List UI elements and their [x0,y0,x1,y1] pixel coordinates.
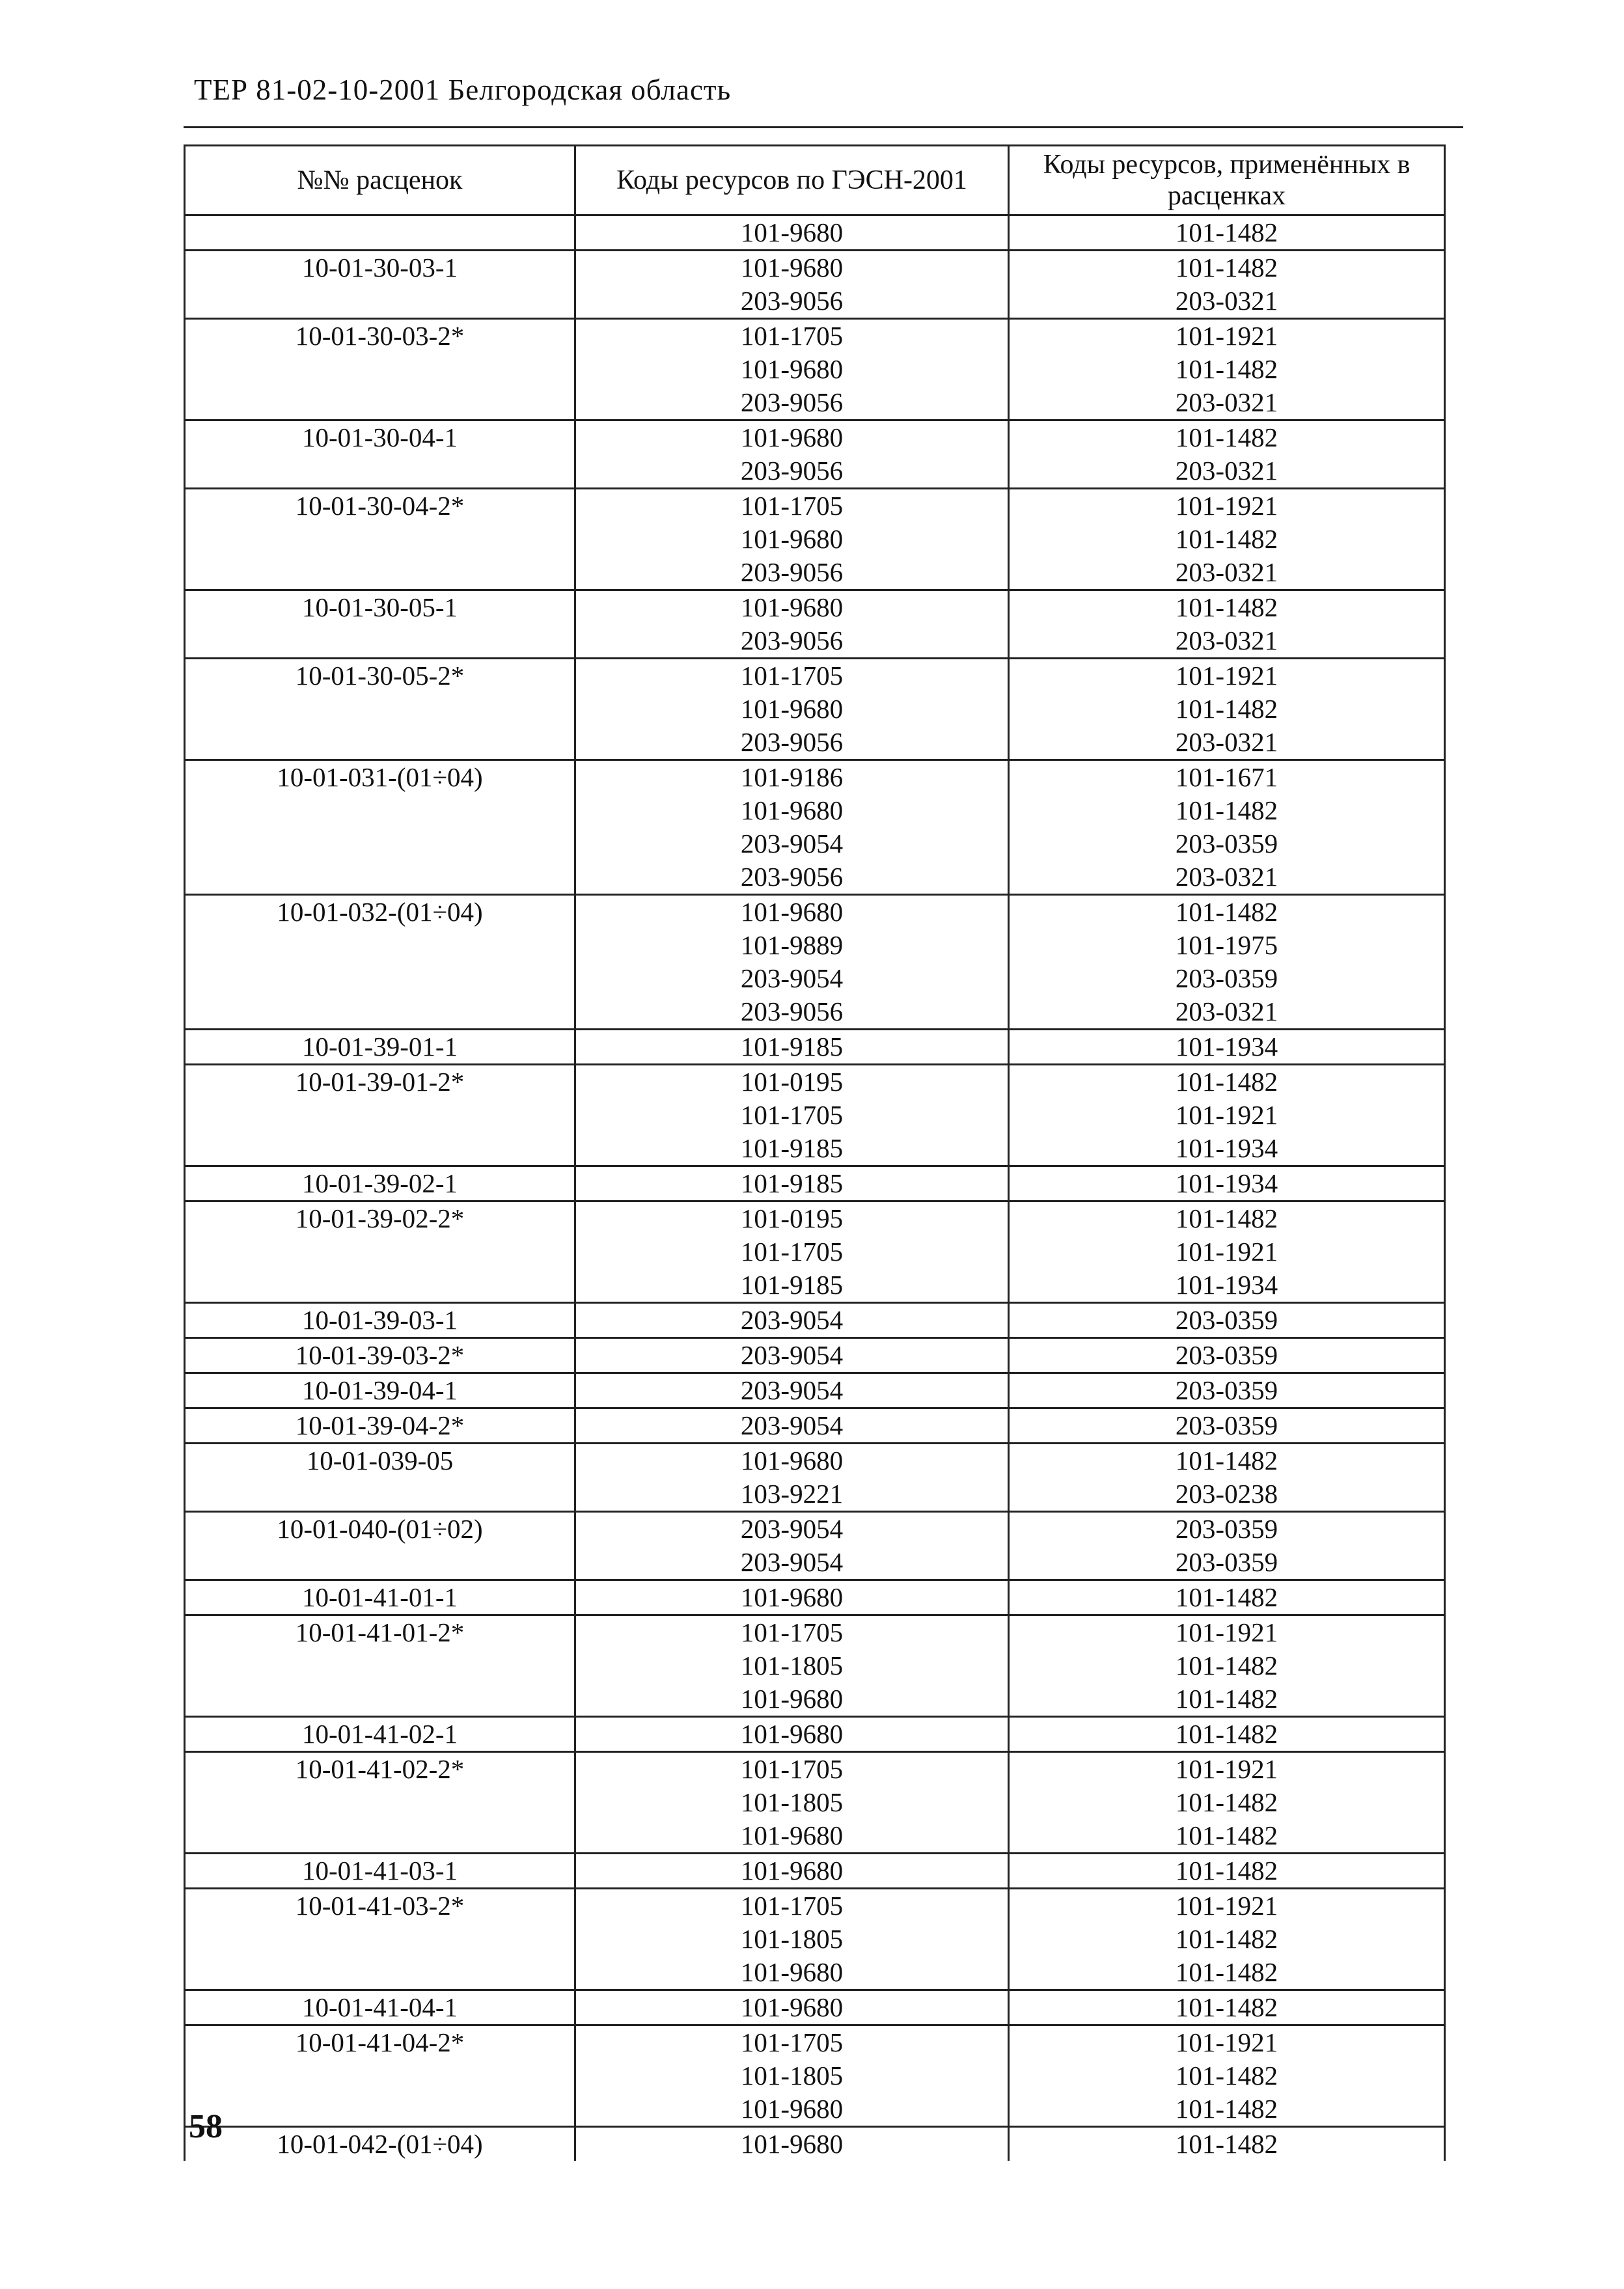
rate-number-cell: 10-01-042-(01÷04) [185,2127,575,2161]
applied-code-cell: 203-0321 [1009,556,1445,590]
table-row [185,1923,1445,1956]
applied-code-cell: 203-0359 [1009,827,1445,860]
gesn-code-cell: 101-1805 [575,1649,1009,1682]
table-row [185,1099,1445,1132]
applied-code-cell: 101-1482 [1009,895,1445,929]
rate-number-cell: 10-01-39-01-2* [185,1065,575,1099]
column-header-rate-numbers: №№ расценок [185,146,575,215]
rate-number-cell [185,523,575,556]
gesn-code-cell: 101-9680 [575,1682,1009,1717]
table-row [185,1166,1445,1201]
rate-number-cell [185,1268,575,1303]
applied-code-cell: 101-1482 [1009,1444,1445,1478]
table-row [185,827,1445,860]
table-row [185,1477,1445,1512]
gesn-code-cell: 203-9056 [575,386,1009,420]
gesn-code-cell: 203-9056 [575,454,1009,489]
table-row [185,353,1445,386]
rate-number-cell [185,794,575,827]
table-row [185,1615,1445,1650]
applied-code-cell: 101-1482 [1009,523,1445,556]
rate-number-cell [185,962,575,995]
gesn-code-cell: 203-9056 [575,284,1009,319]
table-row [185,726,1445,760]
table-row [185,995,1445,1030]
rate-number-cell [185,386,575,420]
gesn-code-cell: 203-9054 [575,1546,1009,1580]
gesn-code-cell: 101-9680 [575,692,1009,726]
table-row [185,1649,1445,1682]
applied-code-cell: 101-1934 [1009,1030,1445,1065]
applied-code-cell: 101-1482 [1009,1923,1445,1956]
gesn-code-cell: 101-9680 [575,215,1009,251]
rate-number-cell [185,1923,575,1956]
gesn-code-cell: 101-9680 [575,794,1009,827]
table-row [185,251,1445,285]
rate-number-cell [185,1546,575,1580]
rate-number-cell: 10-01-30-03-2* [185,319,575,353]
gesn-code-cell: 101-9680 [575,1990,1009,2025]
table-row [185,2127,1445,2161]
gesn-code-cell: 101-1705 [575,1099,1009,1132]
gesn-code-cell: 203-9056 [575,726,1009,760]
gesn-code-cell: 203-9056 [575,556,1009,590]
applied-code-cell: 101-1921 [1009,1615,1445,1650]
resource-codes-table-wrap [184,144,1444,2161]
gesn-code-cell: 101-1705 [575,319,1009,353]
applied-code-cell: 203-0321 [1009,386,1445,420]
applied-code-cell: 101-1482 [1009,1649,1445,1682]
gesn-code-cell: 101-9186 [575,760,1009,795]
rate-number-cell [185,860,575,895]
rate-number-cell: 10-01-30-05-2* [185,659,575,693]
gesn-code-cell: 203-9054 [575,1303,1009,1338]
table-row [185,760,1445,795]
page-header-title: ТЕР 81-02-10-2001 Белгородская область [194,74,732,106]
applied-code-cell: 101-1482 [1009,1717,1445,1752]
gesn-code-cell: 101-9680 [575,590,1009,625]
applied-code-cell: 203-0359 [1009,962,1445,995]
table-row [185,1268,1445,1303]
rate-number-cell: 10-01-41-03-1 [185,1854,575,1889]
rate-number-cell [185,1477,575,1512]
gesn-code-cell: 101-9185 [575,1268,1009,1303]
gesn-code-cell: 203-9056 [575,624,1009,659]
table-row [185,1512,1445,1546]
gesn-code-cell: 101-1705 [575,1235,1009,1268]
rate-number-cell: 10-01-039-05 [185,1444,575,1478]
rate-number-cell [185,1099,575,1132]
rate-number-cell [185,1956,575,1990]
column-header-gesn-codes: Коды ресурсов по ГЭСН-2001 [575,146,1009,215]
applied-code-cell: 101-1934 [1009,1166,1445,1201]
applied-code-cell: 101-1671 [1009,760,1445,795]
applied-code-cell: 101-1482 [1009,2059,1445,2092]
rate-number-cell [185,827,575,860]
table-row [185,284,1445,319]
rate-number-cell [185,353,575,386]
applied-code-cell: 101-1482 [1009,1990,1445,2025]
gesn-code-cell: 101-9680 [575,2127,1009,2161]
applied-code-cell: 101-1482 [1009,794,1445,827]
gesn-code-cell: 203-9054 [575,962,1009,995]
table-row [185,1235,1445,1268]
gesn-code-cell: 203-9054 [575,827,1009,860]
applied-code-cell: 203-0321 [1009,860,1445,895]
table-row [185,1373,1445,1408]
rate-number-cell [185,1786,575,1819]
table-row [185,1819,1445,1854]
table-row [185,1990,1445,2025]
table-row [185,590,1445,625]
gesn-code-cell: 101-0195 [575,1201,1009,1236]
table-header [185,146,1445,215]
gesn-code-cell: 101-9680 [575,1956,1009,1990]
applied-code-cell: 101-1482 [1009,1819,1445,1854]
rate-number-cell: 10-01-41-04-1 [185,1990,575,2025]
gesn-code-cell: 101-1705 [575,2025,1009,2060]
rate-number-cell: 10-01-39-02-2* [185,1201,575,1236]
gesn-code-cell: 101-9680 [575,1444,1009,1478]
rate-number-cell: 10-01-39-01-1 [185,1030,575,1065]
rate-number-cell [185,624,575,659]
applied-code-cell: 203-0359 [1009,1338,1445,1373]
applied-code-cell: 101-1482 [1009,1065,1445,1099]
rate-number-cell [185,726,575,760]
applied-code-cell: 203-0321 [1009,284,1445,319]
table-row [185,659,1445,693]
applied-code-cell: 101-1482 [1009,1956,1445,1990]
table-row [185,489,1445,523]
gesn-code-cell: 101-9680 [575,1854,1009,1889]
applied-code-cell: 101-1482 [1009,353,1445,386]
table-row [185,1682,1445,1717]
rate-number-cell: 10-01-39-04-1 [185,1373,575,1408]
applied-code-cell: 101-1934 [1009,1268,1445,1303]
table-row [185,1065,1445,1099]
gesn-code-cell: 101-9680 [575,895,1009,929]
rate-number-cell: 10-01-41-02-1 [185,1717,575,1752]
rate-number-cell: 10-01-39-03-1 [185,1303,575,1338]
applied-code-cell: 203-0321 [1009,454,1445,489]
table-header-row [185,146,1445,215]
table-body [185,215,1445,2161]
applied-code-cell: 101-1921 [1009,1235,1445,1268]
applied-code-cell: 101-1921 [1009,1099,1445,1132]
gesn-code-cell: 101-1705 [575,1752,1009,1787]
gesn-code-cell: 103-9221 [575,1477,1009,1512]
applied-code-cell: 101-1482 [1009,1786,1445,1819]
applied-code-cell: 203-0359 [1009,1303,1445,1338]
rate-number-cell [185,1235,575,1268]
rate-number-cell [185,1649,575,1682]
rate-number-cell [185,556,575,590]
table-row [185,1889,1445,1923]
gesn-code-cell: 101-1805 [575,1786,1009,1819]
table-row [185,454,1445,489]
rate-number-cell: 10-01-30-04-1 [185,420,575,455]
gesn-code-cell: 101-1805 [575,1923,1009,1956]
rate-number-cell [185,2092,575,2127]
rate-number-cell [185,1819,575,1854]
applied-code-cell: 101-1975 [1009,929,1445,962]
rate-number-cell: 10-01-41-04-2* [185,2025,575,2060]
gesn-code-cell: 101-9185 [575,1132,1009,1166]
applied-code-cell: 101-1482 [1009,251,1445,285]
applied-code-cell: 203-0238 [1009,1477,1445,1512]
table-row [185,1338,1445,1373]
table-row [185,1854,1445,1889]
table-row [185,692,1445,726]
header-rule [184,126,1463,128]
table-row [185,1132,1445,1166]
table-row [185,794,1445,827]
rate-number-cell [185,929,575,962]
rate-number-cell: 10-01-30-04-2* [185,489,575,523]
applied-code-cell: 203-0321 [1009,995,1445,1030]
table-row [185,1580,1445,1615]
gesn-code-cell: 101-9185 [575,1166,1009,1201]
applied-code-cell: 101-1482 [1009,692,1445,726]
table-row [185,556,1445,590]
table-row [185,929,1445,962]
applied-code-cell: 101-1921 [1009,2025,1445,2060]
page-number: 58 [189,2108,223,2145]
table-row [185,895,1445,929]
table-row [185,523,1445,556]
gesn-code-cell: 101-9680 [575,1717,1009,1752]
gesn-code-cell: 101-9680 [575,523,1009,556]
rate-number-cell: 10-01-39-04-2* [185,1408,575,1444]
rate-number-cell [185,1682,575,1717]
applied-code-cell: 101-1482 [1009,590,1445,625]
rate-number-cell [185,2059,575,2092]
applied-code-cell: 203-0359 [1009,1408,1445,1444]
applied-code-cell: 203-0321 [1009,726,1445,760]
gesn-code-cell: 203-9056 [575,995,1009,1030]
rate-number-cell: 10-01-032-(01÷04) [185,895,575,929]
gesn-code-cell: 101-0195 [575,1065,1009,1099]
rate-number-cell [185,995,575,1030]
gesn-code-cell: 203-9054 [575,1512,1009,1546]
table-row [185,1408,1445,1444]
gesn-code-cell: 101-9680 [575,1819,1009,1854]
table-row [185,1717,1445,1752]
table-row [185,1956,1445,1990]
gesn-code-cell: 203-9056 [575,860,1009,895]
rate-number-cell [185,215,575,251]
rate-number-cell [185,1132,575,1166]
applied-code-cell: 101-1482 [1009,215,1445,251]
table-row [185,215,1445,251]
gesn-code-cell: 203-9054 [575,1373,1009,1408]
rate-number-cell: 10-01-41-01-1 [185,1580,575,1615]
gesn-code-cell: 203-9054 [575,1408,1009,1444]
gesn-code-cell: 101-1705 [575,1889,1009,1923]
rate-number-cell: 10-01-41-02-2* [185,1752,575,1787]
gesn-code-cell: 101-9680 [575,353,1009,386]
table-row [185,962,1445,995]
table-row [185,624,1445,659]
applied-code-cell: 101-1921 [1009,1752,1445,1787]
table-row [185,2059,1445,2092]
column-header-applied-codes: Коды ресурсов, применённых в расценках [1009,146,1445,215]
applied-code-cell: 101-1482 [1009,1201,1445,1236]
table-row [185,319,1445,353]
gesn-code-cell: 101-1805 [575,2059,1009,2092]
rate-number-cell: 10-01-031-(01÷04) [185,760,575,795]
applied-code-cell: 101-1934 [1009,1132,1445,1166]
gesn-code-cell: 101-9185 [575,1030,1009,1065]
applied-code-cell: 101-1921 [1009,489,1445,523]
rate-number-cell [185,692,575,726]
table-row [185,386,1445,420]
applied-code-cell: 101-1482 [1009,1854,1445,1889]
applied-code-cell: 203-0359 [1009,1373,1445,1408]
applied-code-cell: 203-0321 [1009,624,1445,659]
table-row [185,1546,1445,1580]
table-row [185,860,1445,895]
table-row [185,2092,1445,2127]
gesn-code-cell: 203-9054 [575,1338,1009,1373]
applied-code-cell: 101-1482 [1009,1682,1445,1717]
applied-code-cell: 203-0359 [1009,1512,1445,1546]
table-row [185,420,1445,455]
rate-number-cell: 10-01-30-05-1 [185,590,575,625]
rate-number-cell [185,454,575,489]
table-row [185,1786,1445,1819]
rate-number-cell: 10-01-040-(01÷02) [185,1512,575,1546]
applied-code-cell: 101-1482 [1009,1580,1445,1615]
applied-code-cell: 101-1921 [1009,319,1445,353]
resource-codes-table [184,144,1446,2161]
applied-code-cell: 101-1482 [1009,2092,1445,2127]
table-row [185,1303,1445,1338]
rate-number-cell: 10-01-39-03-2* [185,1338,575,1373]
applied-code-cell: 101-1482 [1009,2127,1445,2161]
table-row [185,1030,1445,1065]
applied-code-cell: 101-1482 [1009,420,1445,455]
gesn-code-cell: 101-9680 [575,1580,1009,1615]
rate-number-cell [185,284,575,319]
table-row [185,2025,1445,2060]
applied-code-cell: 203-0359 [1009,1546,1445,1580]
rate-number-cell: 10-01-41-01-2* [185,1615,575,1650]
gesn-code-cell: 101-1705 [575,489,1009,523]
table-row [185,1752,1445,1787]
gesn-code-cell: 101-9889 [575,929,1009,962]
gesn-code-cell: 101-9680 [575,420,1009,455]
gesn-code-cell: 101-9680 [575,251,1009,285]
table-row [185,1201,1445,1236]
rate-number-cell: 10-01-41-03-2* [185,1889,575,1923]
applied-code-cell: 101-1921 [1009,1889,1445,1923]
rate-number-cell: 10-01-30-03-1 [185,251,575,285]
gesn-code-cell: 101-1705 [575,659,1009,693]
gesn-code-cell: 101-9680 [575,2092,1009,2127]
rate-number-cell: 10-01-39-02-1 [185,1166,575,1201]
applied-code-cell: 101-1921 [1009,659,1445,693]
table-row [185,1444,1445,1478]
gesn-code-cell: 101-1705 [575,1615,1009,1650]
